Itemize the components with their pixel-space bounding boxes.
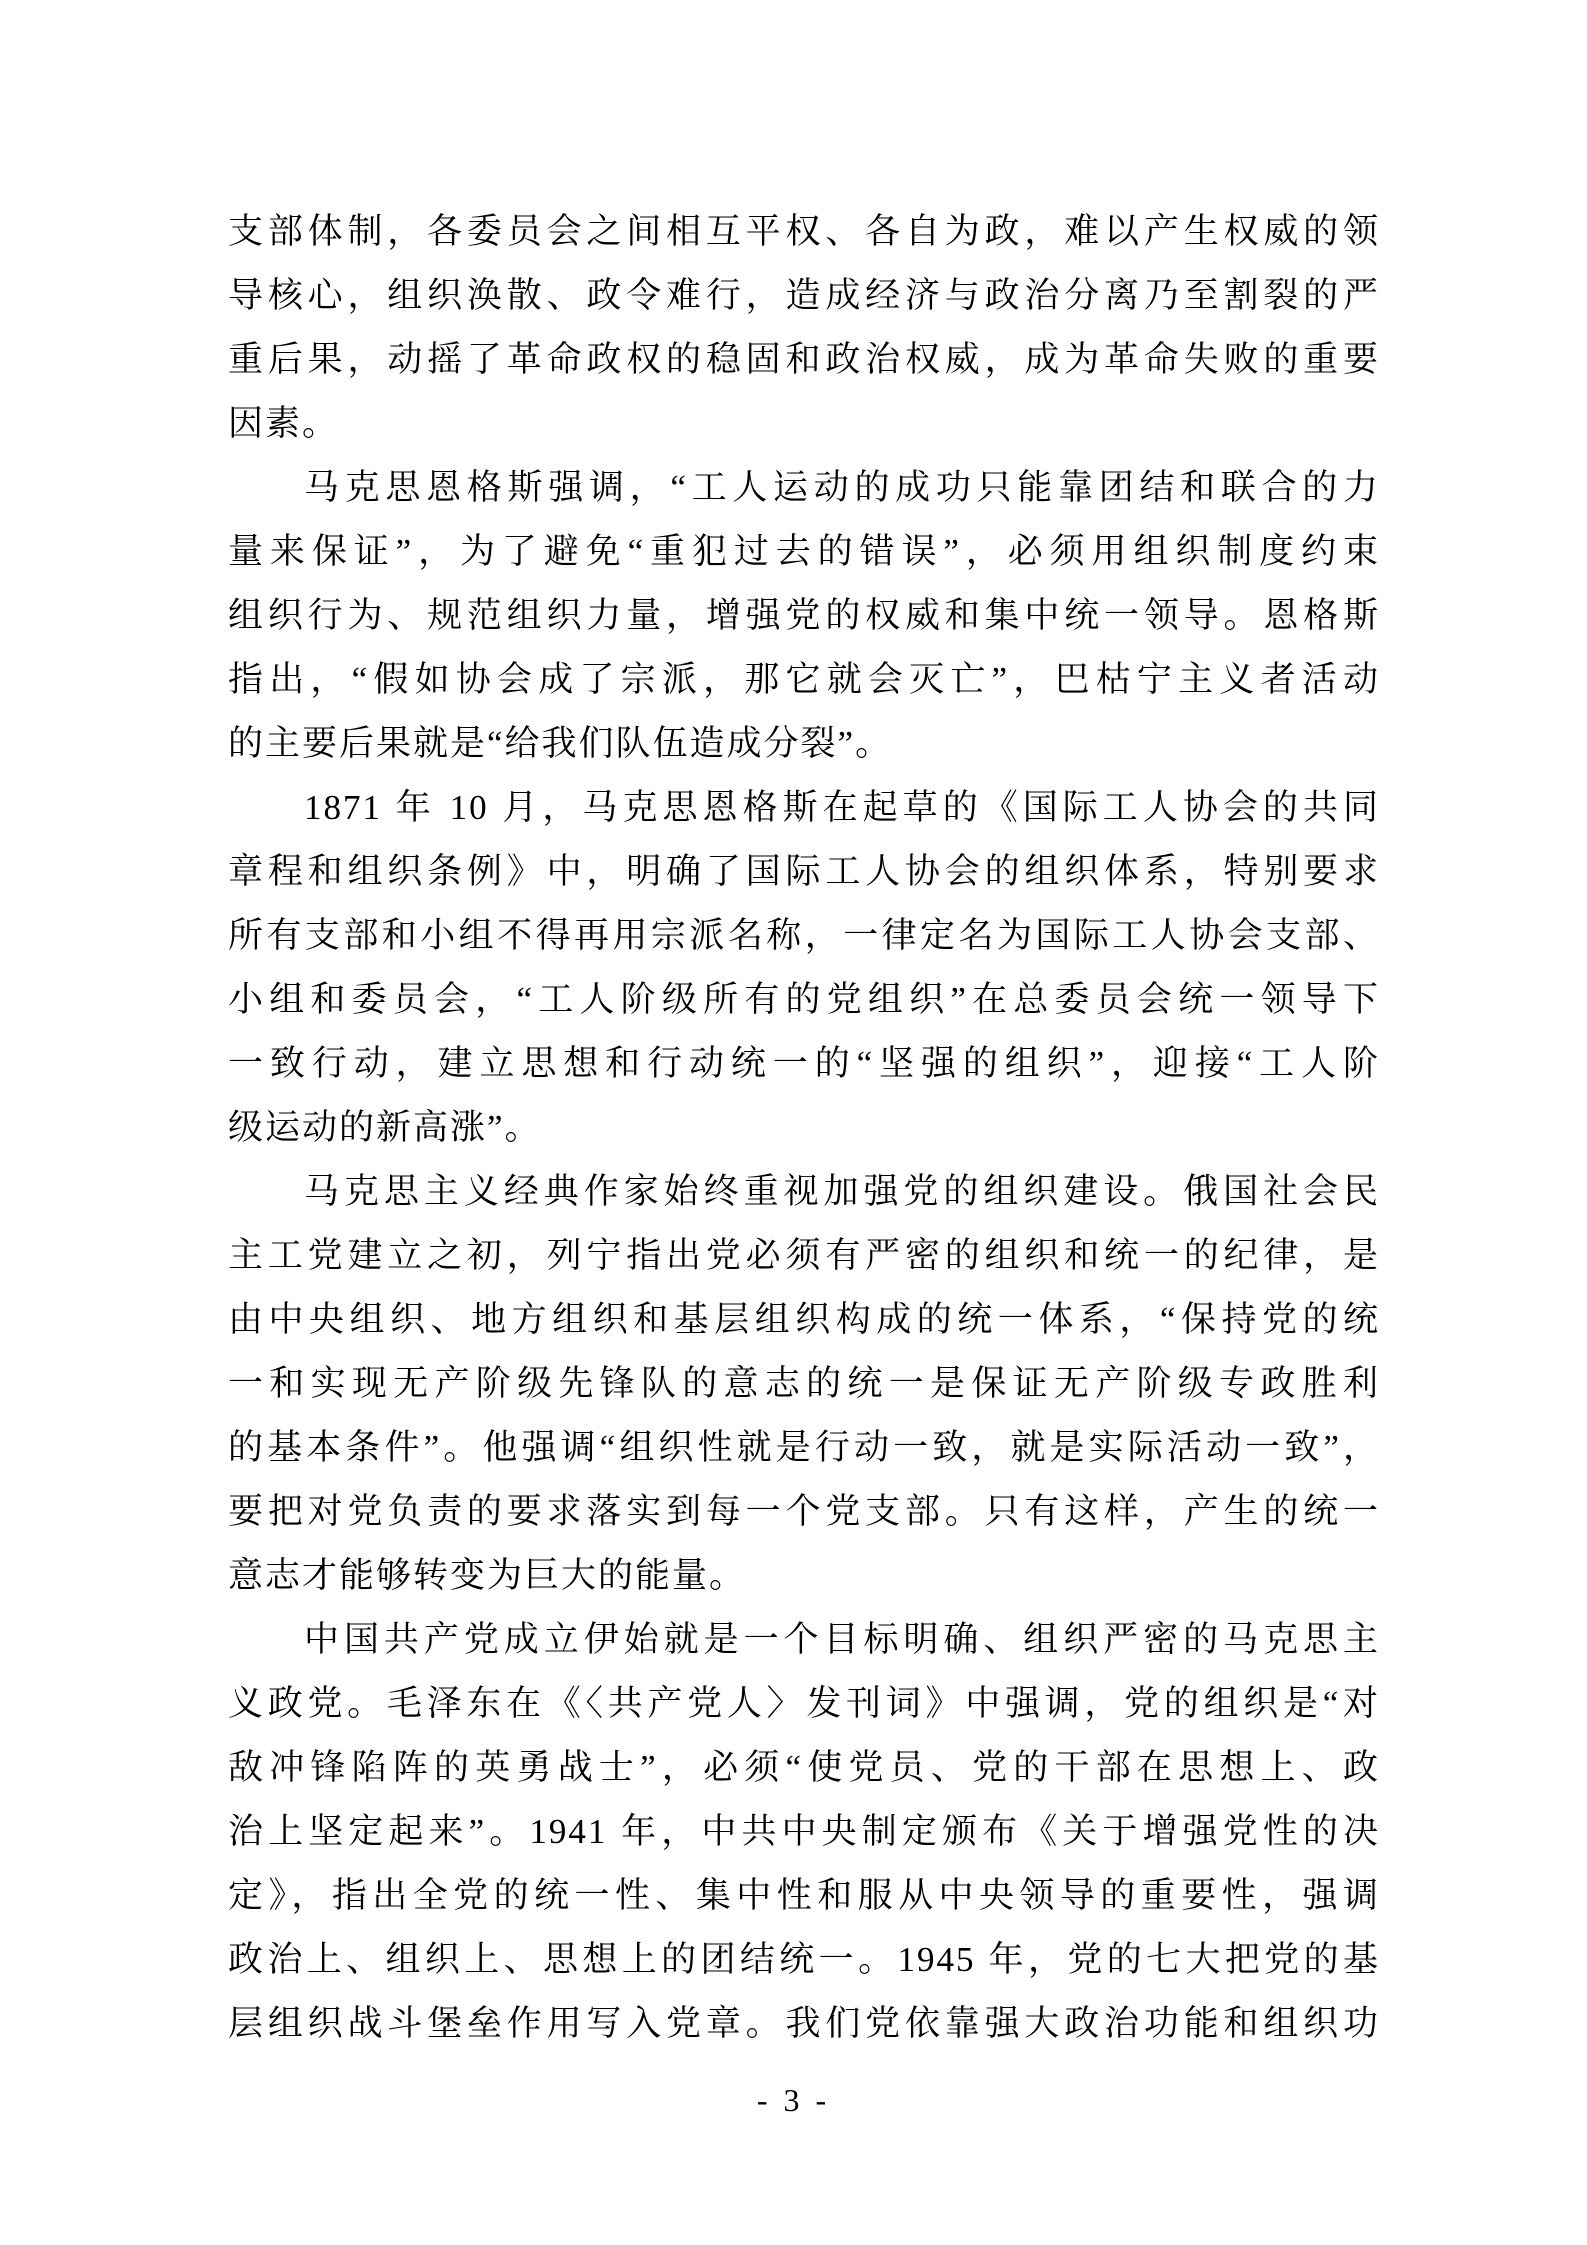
- text-line: 小组和委员会，“工人阶级所有的党组织”在总委员会统一领导下: [228, 980, 1380, 1019]
- text-line: 所有支部和小组不得再用宗派名称，一律定名为国际工人协会支部、: [228, 916, 1380, 955]
- text-line: 由中央组织、地方组织和基层组织构成的统一体系，“保持党的统: [228, 1300, 1380, 1339]
- text-line: 一和实现无产阶级先锋队的意志的统一是保证无产阶级专政胜利: [228, 1364, 1380, 1403]
- text-line: 1871 年 10 月，马克思恩格斯在起草的《国际工人协会的共同: [304, 788, 1380, 827]
- text-line: 马克思恩格斯强调，“工人运动的成功只能靠团结和联合的力: [304, 468, 1380, 507]
- text-line: 定》，指出全党的统一性、集中性和服从中央领导的重要性，强调: [228, 1876, 1380, 1915]
- text-line: 的基本条件”。他强调“组织性就是行动一致，就是实际活动一致”，: [228, 1428, 1380, 1467]
- text-line: 一致行动，建立思想和行动统一的“坚强的组织”，迎接“工人阶: [228, 1044, 1380, 1083]
- text-line: 级运动的新高涨”。: [228, 1108, 542, 1147]
- text-line: 因素。: [228, 404, 340, 443]
- page-number: - 3 -: [756, 2082, 831, 2118]
- text-line: 导核心，组织涣散、政令难行，造成经济与政治分离乃至割裂的严: [228, 276, 1380, 315]
- text-line: 要把对党负责的要求落实到每一个党支部。只有这样，产生的统一: [228, 1492, 1380, 1531]
- text-line: 组织行为、规范组织力量，增强党的权威和集中统一领导。恩格斯: [228, 596, 1380, 635]
- text-line: 指出，“假如协会成了宗派，那它就会灭亡”，巴枯宁主义者活动: [228, 660, 1380, 699]
- text-line: 支部体制，各委员会之间相互平权、各自为政，难以产生权威的领: [228, 212, 1380, 251]
- text-line: 主工党建立之初，列宁指出党必须有严密的组织和统一的纪律，是: [228, 1236, 1380, 1275]
- text-line: 意志才能够转变为巨大的能量。: [228, 1556, 747, 1595]
- text-line: 重后果，动摇了革命政权的稳固和政治权威，成为革命失败的重要: [228, 340, 1380, 379]
- text-line: 中国共产党成立伊始就是一个目标明确、组织严密的马克思主: [304, 1620, 1380, 1659]
- text-line: 义政党。毛泽东在《〈共产党人〉发刊词》中强调，党的组织是“对: [228, 1684, 1380, 1723]
- text-line: 层组织战斗堡垒作用写入党章。我们党依靠强大政治功能和组织功: [228, 2004, 1380, 2043]
- text-line: 的主要后果就是“给我们队伍造成分裂”。: [228, 724, 893, 763]
- text-line: 量来保证”，为了避免“重犯过去的错误”，必须用组织制度约束: [228, 532, 1380, 571]
- text-line: 敌冲锋陷阵的英勇战士”，必须“使党员、党的干部在思想上、政: [228, 1748, 1380, 1787]
- text-line: 马克思主义经典作家始终重视加强党的组织建设。俄国社会民: [304, 1172, 1380, 1211]
- text-line: 章程和组织条例》中，明确了国际工人协会的组织体系，特别要求: [228, 852, 1380, 891]
- text-line: 政治上、组织上、思想上的团结统一。1945 年，党的七大把党的基: [228, 1940, 1380, 1979]
- text-line: 治上坚定起来”。1941 年，中共中央制定颁布《关于增强党性的决: [228, 1812, 1380, 1851]
- text-block: [228, 200, 1380, 2056]
